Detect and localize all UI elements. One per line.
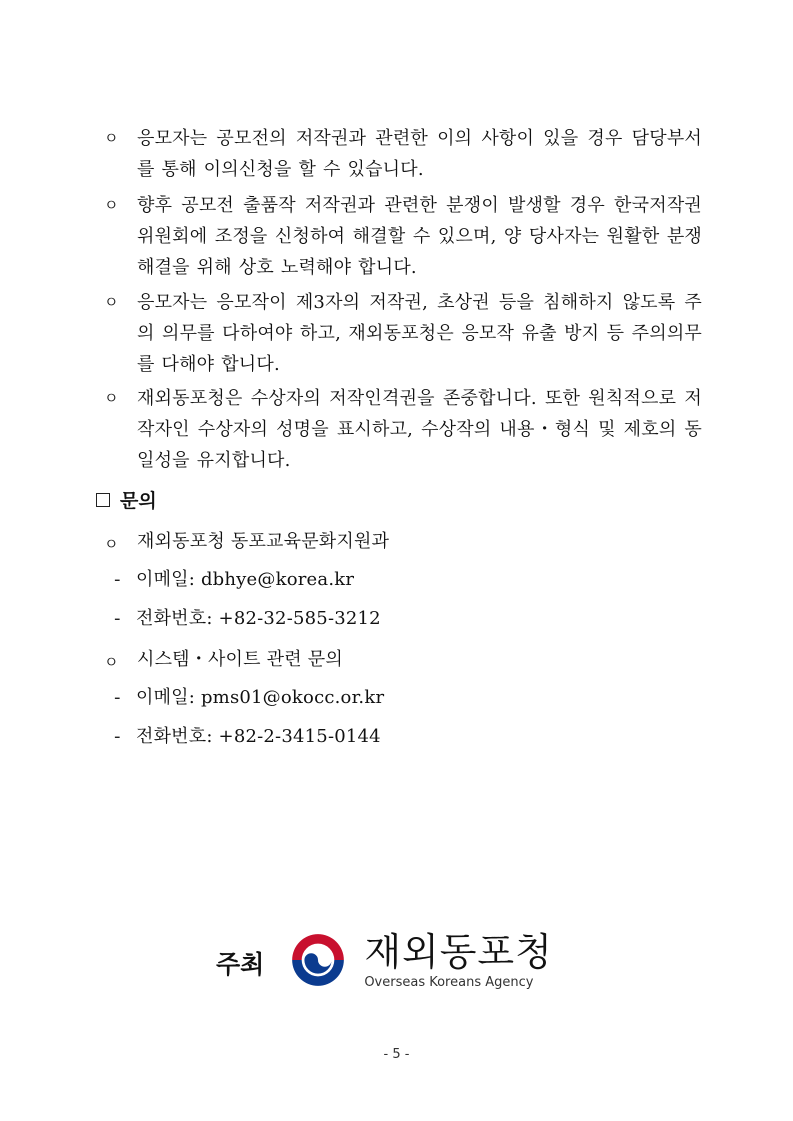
contact-phone — [114, 725, 381, 749]
dash-bullet-icon: - — [114, 687, 121, 708]
dash-bullet-icon: - — [114, 608, 121, 629]
circle-bullet-icon: ㅇ — [104, 293, 119, 311]
host-footer — [216, 924, 553, 996]
circle-bullet-icon: ㅇ — [104, 535, 119, 553]
phone-text: 전화번호: +82-32-585-3212 — [136, 608, 381, 629]
square-bullet-icon — [96, 493, 110, 507]
department-name: 시스템・사이트 관련 문의 — [137, 649, 343, 670]
inquiry-section-title — [96, 486, 157, 513]
dash-bullet-icon: - — [114, 569, 121, 590]
phone-text: 전화번호: +82-2-3415-0144 — [136, 726, 381, 747]
notice-text: 향후 공모전 출품작 저작권과 관련한 분쟁이 발생할 경우 한국저작권위원회에 조정을 신청하여 해결할 수 있으며, 양 당사자는 원활한 분쟁 해결을 위해 상호 노력해야 합니다. — [137, 195, 702, 278]
notice-item — [104, 383, 704, 476]
circle-bullet-icon: ㅇ — [104, 653, 119, 671]
email-text: 이메일: dbhye@korea.kr — [136, 569, 355, 590]
notice-item — [104, 287, 704, 380]
taegeuk-logo-icon — [284, 926, 352, 994]
agency-wordmark — [364, 930, 553, 990]
agency-name: 재외동포청 — [364, 930, 553, 974]
circle-bullet-icon: ㅇ — [104, 389, 119, 407]
page-number: - 5 - — [383, 1047, 410, 1062]
notice-text: 재외동포청은 수상자의 저작인격권을 존중합니다. 또한 원칙적으로 저작자인 수상자의 성명을 표시하고, 수상작의 내용・형식 및 제호의 동일성을 유지합니다. — [137, 388, 702, 471]
notice-item — [104, 190, 704, 283]
notice-text: 응모자는 응모작이 제3자의 저작권, 초상권 등을 침해하지 않도록 주의 의무를 다하여야 하고, 재외동포청은 응모작 유출 방지 등 주의의무를 다해야 합니다. — [137, 292, 702, 375]
host-label: 주최 — [216, 950, 265, 979]
notice-text: 응모자는 공모전의 저작권과 관련한 이의 사항이 있을 경우 담당부서를 통해 이의신청을 할 수 있습니다. — [137, 128, 702, 180]
agency-name-en: Overseas Koreans Agency — [364, 975, 534, 990]
contact-email — [114, 568, 354, 592]
department-name: 재외동포청 동포교육문화지원과 — [137, 531, 390, 552]
contact-email — [114, 686, 384, 710]
inquiry-title: 문의 — [120, 490, 157, 512]
circle-bullet-icon: ㅇ — [104, 196, 119, 214]
notice-item — [104, 123, 704, 185]
contact-phone — [114, 607, 381, 631]
inquiry-department — [104, 530, 389, 554]
email-text: 이메일: pms01@okocc.or.kr — [136, 687, 385, 708]
dash-bullet-icon: - — [114, 726, 121, 747]
inquiry-department — [104, 648, 343, 672]
circle-bullet-icon: ㅇ — [104, 129, 119, 147]
